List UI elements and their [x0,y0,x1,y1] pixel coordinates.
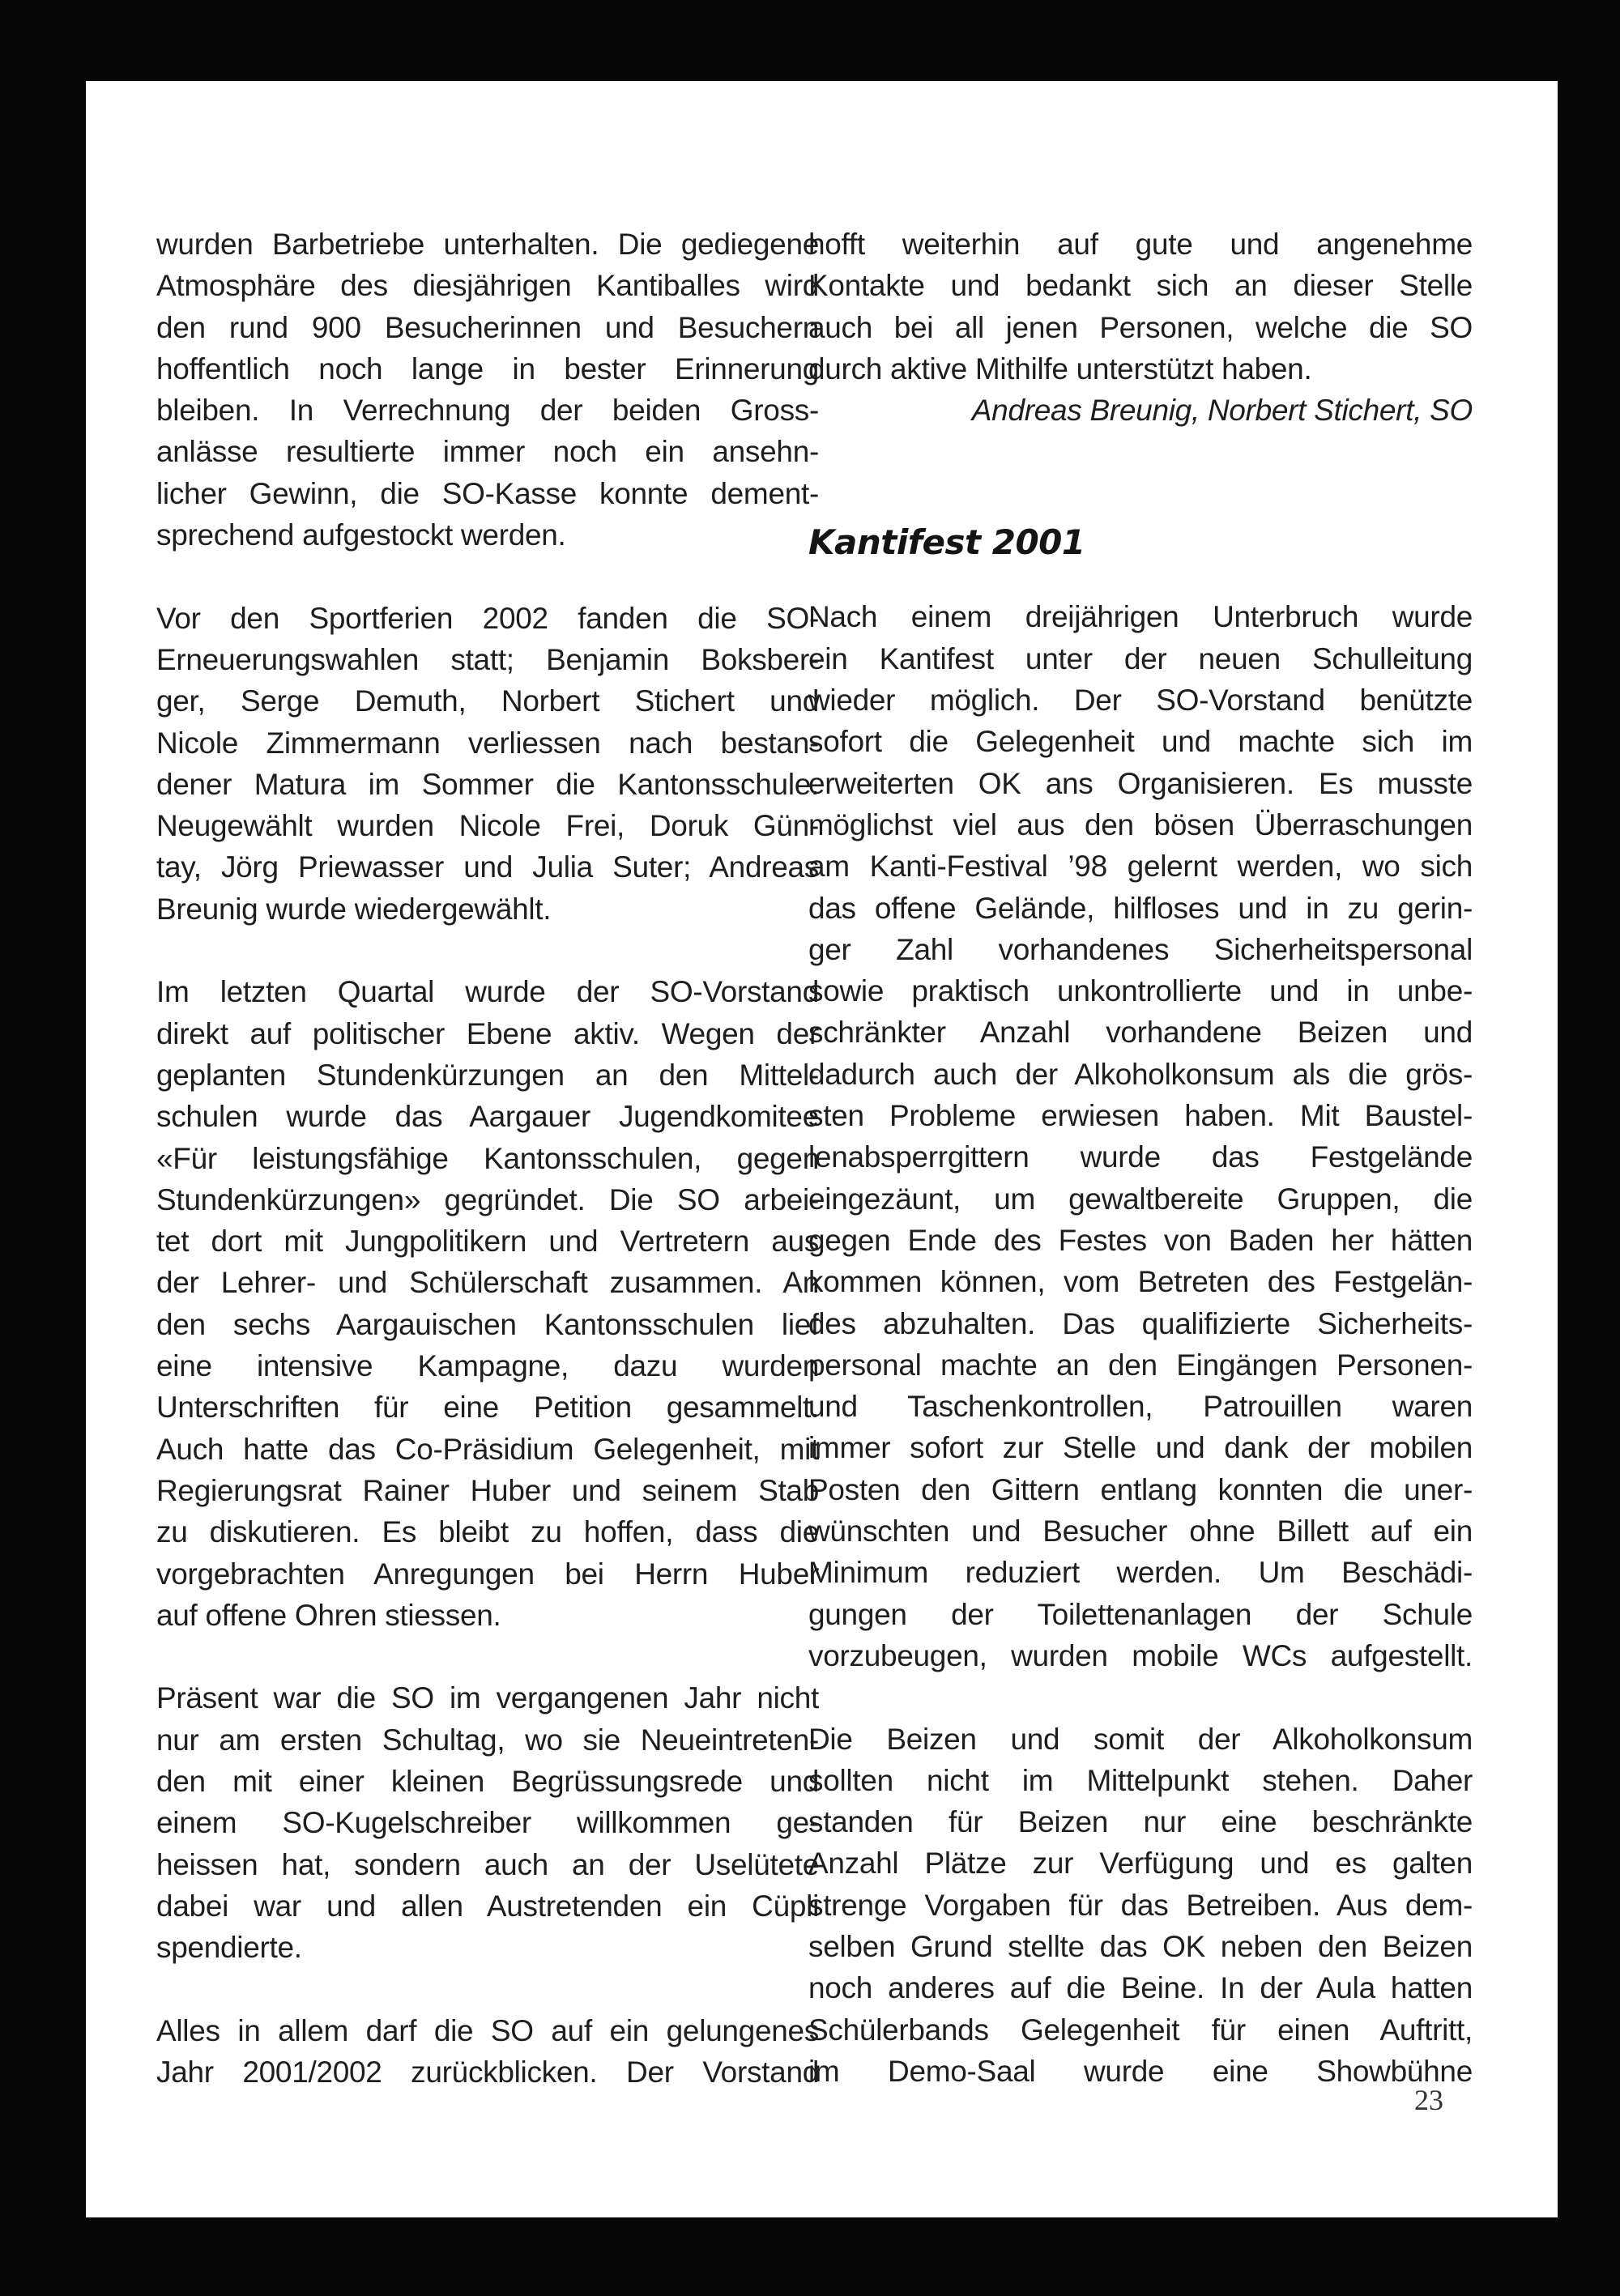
text-line: am Kanti-Festival ’98 gelernt werden, wo sich [808,850,1473,884]
text-line: Die Beizen und somit der Alkoholkonsum [808,1722,1473,1756]
text-line: Posten den Gittern entlang konnten die uner- [808,1472,1473,1506]
text-line: sollten nicht im Mittelpunkt stehen. Daher [808,1763,1473,1797]
text-line: anlässe resultierte immer noch ein ansehn- [156,435,819,469]
text-line: tay, Jörg Priewasser und Julia Suter; Andreas [156,850,819,884]
text-line: Vor den Sportferien 2002 fanden die SO- [156,601,819,635]
text-line: eingezäunt, um gewaltbereite Gruppen, die [808,1182,1473,1216]
text-line: spendierte. [156,1931,302,1965]
paragraph-spacer [156,1968,819,2009]
text-line: Kontakte und bedankt sich an dieser Stelle [808,269,1473,303]
text-line: Anzahl Plätze zur Verfügung und es galten [808,1847,1473,1881]
text-line: sten Probleme erwiesen haben. Mit Baustel- [808,1099,1473,1133]
text-line: kommen können, vom Betreten des Festgelän- [808,1265,1473,1299]
text-line: schränkter Anzahl vorhandene Beizen und [808,1016,1473,1050]
section-spacer [808,431,1473,513]
paragraph-kantifest-program [808,1719,1473,2093]
text-line: ger, Serge Demuth, Norbert Stichert und [156,684,819,718]
text-line: noch anderes auf die Beine. In der Aula hatten [808,1971,1473,2005]
text-line: sofort die Gelegenheit und machte sich im [808,725,1473,759]
document-page [86,81,1558,2217]
text-line: Nach einem dreijährigen Unterbruch wurde [808,600,1473,634]
text-line: vorzubeugen, wurden mobile WCs aufgestellt. [808,1638,1473,1672]
paragraph-kantifest-security [808,596,1473,1676]
text-line: direkt auf politischer Ebene aktiv. Wegen der [156,1016,819,1050]
text-line: tet dort mit Jungpolitikern und Vertretern aus [156,1225,819,1259]
paragraph-politics [156,971,819,1636]
text-line: des abzuhalten. Das qualifizierte Sicherheits- [808,1306,1473,1340]
text-line: Jahr 2001/2002 zurückblicken. Der Vorstand [156,2055,819,2089]
paragraph-spacer [156,1636,819,1677]
text-line: wünschten und Besucher ohne Billett auf ein [808,1514,1473,1548]
text-line: durch aktive Mithilfe unterstützt haben. [808,351,1312,386]
text-line: immer sofort zur Stelle und dank der mobilen [808,1431,1473,1465]
text-line: ger Zahl vorhandenes Sicherheitspersonal [808,932,1473,966]
text-line: dener Matura im Sommer die Kantonsschule. [156,767,819,801]
page-number: 23 [1414,2084,1443,2116]
text-line: strenge Vorgaben für das Betreiben. Aus dem- [808,1888,1473,1922]
paragraph-spacer [156,556,819,597]
paragraph-elections [156,598,819,930]
text-line: dabei war und allen Austretenden ein Cüpli [156,1889,819,1923]
text-line: hofft weiterhin auf gute und angenehme [808,228,1473,261]
text-line: Präsent war die SO im vergangenen Jahr nicht [156,1681,819,1715]
text-line: im Demo-Saal wurde eine Showbühne [808,2054,1473,2088]
text-line: «Für leistungsfähige Kantonsschulen, gegen [156,1141,819,1175]
text-line: bleiben. In Verrechnung der beiden Gross- [156,394,819,428]
paragraph-summary [156,2010,819,2094]
text-line: Breunig wurde wiedergewählt. [156,892,552,926]
text-line: Regierungsrat Rainer Huber und seinem Stab [156,1473,819,1507]
section-heading: Kantifest 2001 [808,522,1085,563]
text-line: wurden Barbetriebe unterhalten. Die gediegene [156,228,819,261]
text-line: zu diskutieren. Es bleibt zu hoffen, dass die [156,1515,819,1549]
text-line: auf offene Ohren stiessen. [156,1598,501,1632]
right-column [808,224,1473,2092]
text-line: personal machte an den Eingängen Personen- [808,1348,1473,1382]
text-line: und Taschenkontrollen, Patrouillen waren [808,1390,1473,1424]
heading-spacer [808,572,1473,596]
text-line: der Lehrer- und Schülerschaft zusammen. An [156,1266,819,1300]
text-line: gungen der Toilettenanlagen der Schule [808,1597,1473,1631]
text-line: standen für Beizen nur eine beschränkte [808,1805,1473,1839]
left-column [156,224,819,2093]
text-line: auch bei all jenen Personen, welche die SO [808,310,1473,344]
text-line: möglichst viel aus den bösen Überraschungen [808,807,1473,841]
text-line: licher Gewinn, die SO-Kasse konnte dement- [156,476,819,510]
text-line: Auch hatte das Co-Präsidium Gelegenheit, mit [156,1432,819,1466]
text-line: Schülerbands Gelegenheit für einen Auftritt, [808,2013,1473,2047]
text-line: das offene Gelände, hilfloses und in zu gerin- [808,891,1473,925]
text-line: den rund 900 Besucherinnen und Besuchern [156,310,819,344]
text-line: lenabsperrgittern wurde das Festgelände [808,1140,1473,1174]
text-line: Alles in allem darf die SO auf ein gelungenes [156,2013,819,2047]
paragraph-presence [156,1677,819,1968]
text-line: Stundenkürzungen» gegründet. Die SO arbei- [156,1182,819,1216]
text-line: einem SO-Kugelschreiber willkommen ge- [156,1806,819,1840]
text-line: Atmosphäre des diesjährigen Kantiballes wird [156,269,819,303]
text-line: den mit einer kleinen Begrüssungsrede und [156,1764,819,1798]
text-line: heissen hat, sondern auch an der Uselütete [156,1847,819,1881]
text-line: Erneuerungswahlen statt; Benjamin Boksber- [156,642,819,676]
text-line: gegen Ende des Festes von Baden her hätten [808,1223,1473,1257]
paragraph-kantiball-result [156,224,819,556]
text-line: schulen wurde das Aargauer Jugendkomitee [156,1100,819,1134]
text-line: Im letzten Quartal wurde der SO-Vorstand [156,975,819,1009]
text-line: ein Kantifest unter der neuen Schulleitung [808,641,1473,675]
text-line: dadurch auch der Alkoholkonsum als die grös- [808,1057,1473,1091]
paragraph-thanks [808,224,1473,390]
text-line: sowie praktisch unkontrollierte und in unbe- [808,974,1473,1008]
text-line: nur am ersten Schultag, wo sie Neueintreten- [156,1723,819,1757]
text-line: geplanten Stundenkürzungen an den Mittel- [156,1058,819,1092]
text-line: hoffentlich noch lange in bester Erinnerung [156,351,819,386]
text-line: Nicole Zimmermann verliessen nach bestan- [156,726,819,760]
text-line: wieder möglich. Der SO-Vorstand benützte [808,684,1473,718]
text-line: Unterschriften für eine Petition gesammelt. [156,1391,819,1425]
text-line: vorgebrachten Anregungen bei Herrn Huber [156,1557,819,1591]
text-line: Minimum reduziert werden. Um Beschädi- [808,1556,1473,1590]
author-signature: Andreas Breunig, Norbert Stichert, SO [971,394,1473,428]
text-line: selben Grund stellte das OK neben den Beizen [808,1929,1473,1963]
paragraph-spacer [156,930,819,971]
text-line: eine intensive Kampagne, dazu wurden [156,1349,819,1383]
text-line: erweiterten OK ans Organisieren. Es musste [808,766,1473,800]
text-line: sprechend aufgestockt werden. [156,518,566,552]
paragraph-spacer [808,1676,1473,1718]
text-line: den sechs Aargauischen Kantonsschulen lief [156,1307,819,1341]
text-line: Neugewählt wurden Nicole Frei, Doruk Gün- [156,809,819,843]
